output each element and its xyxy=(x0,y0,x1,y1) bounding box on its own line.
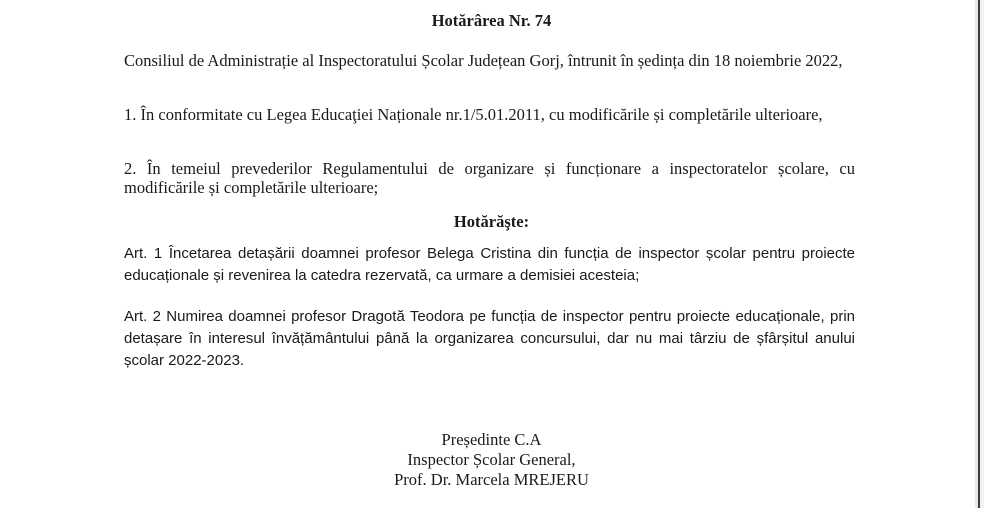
scan-edge-border xyxy=(975,0,984,508)
signature-position: Inspector Școlar General, xyxy=(407,450,576,469)
decision-title: Hotărârea Nr. 74 xyxy=(431,11,552,30)
signature-name: Prof. Dr. Marcela MREJERU xyxy=(394,470,589,489)
article-2: Art. 2 Numirea doamnei profesor Dragotă Teodora pe funcția de inspector pentru proiecte educaționale, prin detașare în interesul învățământului până la organizarea concursului, dar nu mai târziu de șfârșitul anului școlar 2022-2023. xyxy=(124,308,855,369)
legal-basis-2: 2. În temeiul prevederilor Regulamentului de organizare și funcționare a inspectoratelor școlare, cu modificările și completările ulterioare; xyxy=(124,159,855,197)
signature-block xyxy=(0,430,975,490)
preamble-paragraph: Consiliul de Administrație al Inspectoratului Școlar Județean Gorj, întrunit în ședința din 18 noiembrie 2022, xyxy=(124,51,843,70)
legal-basis-1: 1. În conformitate cu Legea Educaţiei Naționale nr.1/5.01.2011, cu modificările și completările ulterioare, xyxy=(124,105,823,124)
decides-heading: Hotărăşte: xyxy=(453,212,530,231)
article-1: Art. 1 Încetarea detașării doamnei profesor Belega Cristina din funcția de inspector școlar pentru proiecte educaționale și revenirea la catedra rezervată, ca urmare a demisiei acesteia; xyxy=(124,245,855,284)
signature-role: Președinte C.A xyxy=(441,430,542,449)
